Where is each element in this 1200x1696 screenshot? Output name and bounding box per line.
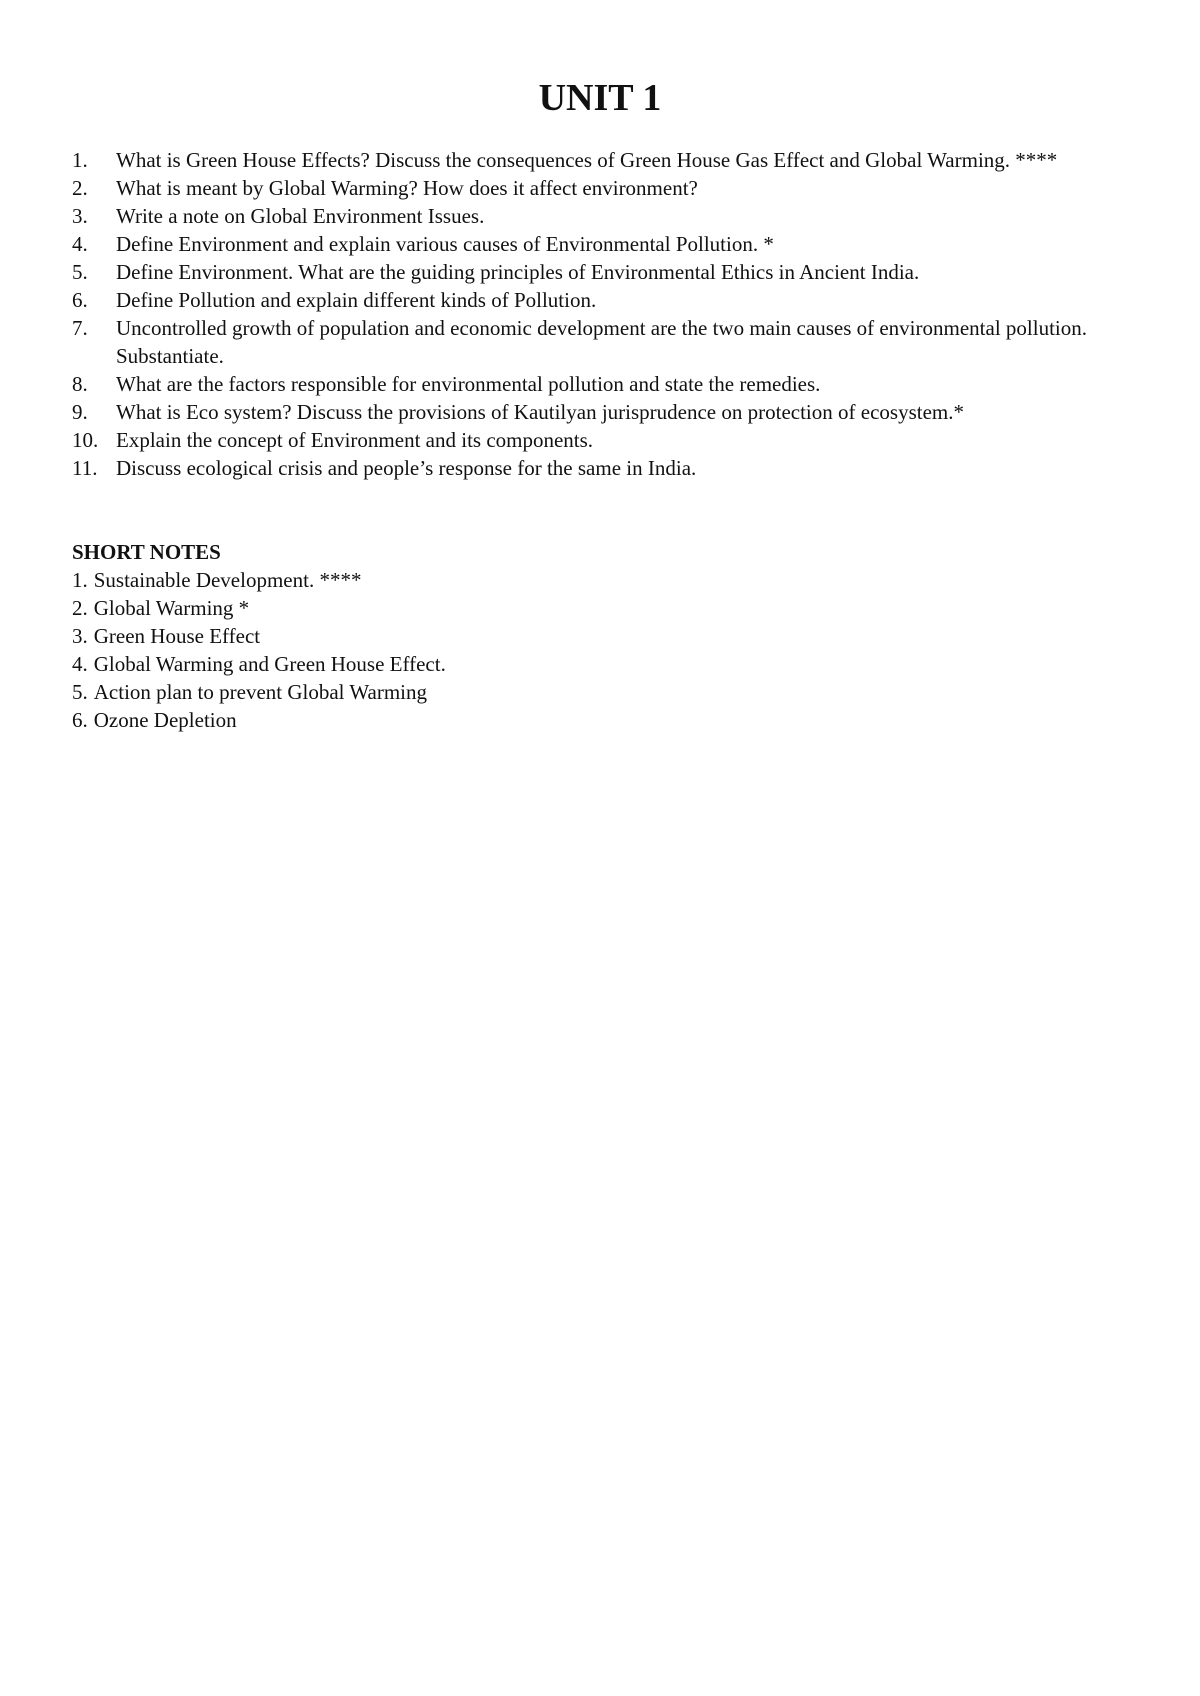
question-number: 11. — [72, 456, 98, 480]
question-text: What is Green House Effects? Discuss the consequences of Green House Gas Effect and Global Warming. **** — [116, 148, 1058, 172]
short-note-number: 4. — [72, 652, 88, 676]
question-text: Write a note on Global Environment Issues. — [116, 204, 485, 228]
question-text: Define Environment. What are the guiding principles of Environmental Ethics in Ancient India. — [116, 260, 920, 284]
question-number: 4. — [72, 232, 88, 256]
short-note-number: 2. — [72, 596, 88, 620]
short-note-number: 5. — [72, 680, 88, 704]
question-item — [72, 174, 1132, 202]
short-note-number: 1. — [72, 568, 88, 592]
question-item — [72, 454, 1132, 482]
question-number: 2. — [72, 176, 88, 200]
question-item — [72, 370, 1132, 398]
question-item — [72, 146, 1132, 174]
question-text: Discuss ecological crisis and people’s response for the same in India. — [116, 456, 697, 480]
question-item — [72, 314, 1132, 370]
question-text: What is meant by Global Warming? How does it affect environment? — [116, 176, 698, 200]
question-text: Define Environment and explain various causes of Environmental Pollution. * — [116, 232, 774, 256]
short-note-item — [72, 650, 1072, 678]
question-item — [72, 230, 1132, 258]
question-item — [72, 258, 1132, 286]
short-note-number: 3. — [72, 624, 88, 648]
question-list — [72, 146, 1132, 482]
question-number: 6. — [72, 288, 88, 312]
question-number: 10. — [72, 428, 99, 452]
short-note-item — [72, 594, 1072, 622]
short-note-text: Ozone Depletion — [93, 708, 237, 732]
question-item — [72, 426, 1132, 454]
short-notes-heading: SHORT NOTES — [72, 540, 221, 564]
question-text: Uncontrolled growth of population and economic development are the two main causes of environmental pollution. Substantiate. — [116, 316, 1087, 368]
question-number: 7. — [72, 316, 88, 340]
question-number: 8. — [72, 372, 88, 396]
question-text: Explain the concept of Environment and its components. — [116, 428, 594, 452]
question-number: 9. — [72, 400, 88, 424]
question-number: 1. — [72, 148, 88, 172]
question-number: 3. — [72, 204, 88, 228]
page-title: UNIT 1 — [538, 77, 662, 119]
short-note-text: Green House Effect — [93, 624, 261, 648]
short-note-text: Global Warming and Green House Effect. — [93, 652, 446, 676]
question-number: 5. — [72, 260, 88, 284]
question-text: Define Pollution and explain different kinds of Pollution. — [116, 288, 597, 312]
question-item — [72, 202, 1132, 230]
short-note-item — [72, 706, 1072, 734]
question-item — [72, 286, 1132, 314]
short-note-text: Action plan to prevent Global Warming — [93, 680, 428, 704]
short-note-item — [72, 566, 1072, 594]
short-note-number: 6. — [72, 708, 88, 732]
short-note-item — [72, 678, 1072, 706]
short-note-text: Sustainable Development. **** — [93, 568, 362, 592]
question-text: What are the factors responsible for environmental pollution and state the remedies. — [116, 372, 821, 396]
short-notes-list — [72, 566, 1072, 734]
short-note-item — [72, 622, 1072, 650]
question-text: What is Eco system? Discuss the provisions of Kautilyan jurisprudence on protection of ecosystem.* — [116, 400, 964, 424]
question-item — [72, 398, 1132, 426]
short-note-text: Global Warming * — [93, 596, 250, 620]
